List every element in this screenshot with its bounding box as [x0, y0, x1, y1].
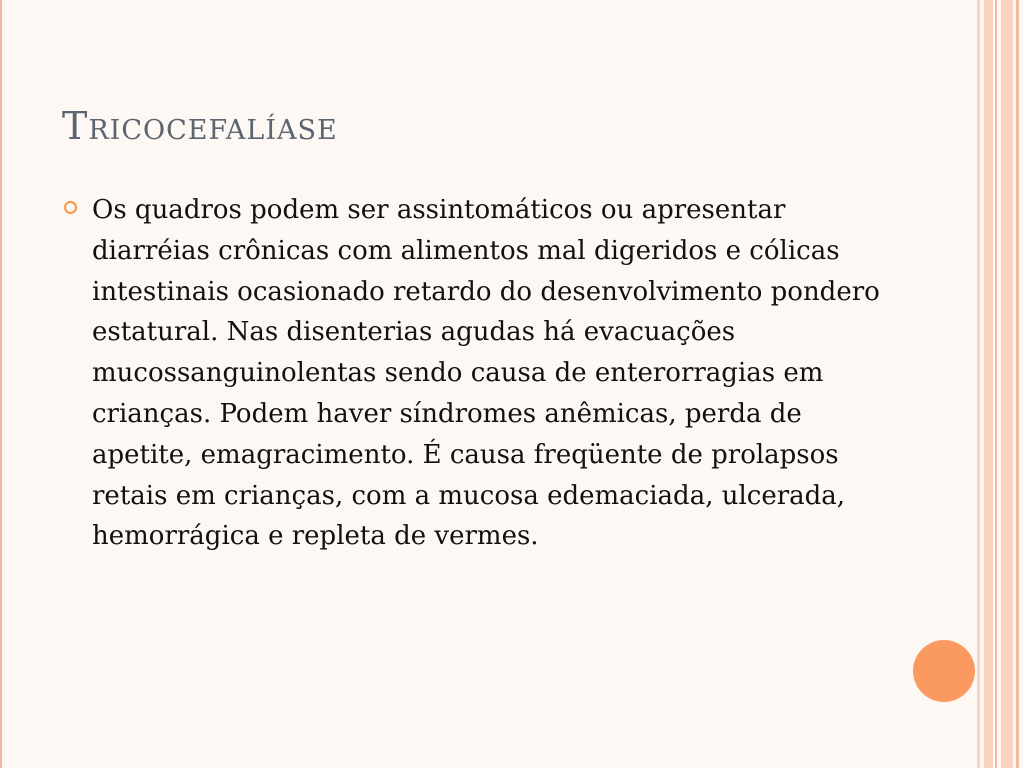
stripe [995, 0, 997, 768]
stripe [984, 0, 993, 768]
decorative-stripes [977, 0, 1024, 768]
hollow-circle-bullet-icon [64, 201, 77, 214]
left-edge-line [0, 0, 2, 768]
bullet-item [62, 190, 892, 557]
bullet-text: Os quadros podem ser assintomáticos ou apresentar diarréias crônicas com alimentos mal digeridos e cólicas intestinais ocasionado retardo do desenvolvimento pondero estatural. Nas disenterias agudas há evacuações mucossanguinolentas sendo causa de enterorragias em crianças. Podem haver síndromes anêmicas, perda de apetite, emagracimento. É causa freqüente de prolapsos retais em crianças, com a mucosa edemaciada, ulcerada, hemorrágica e repleta de vermes. [92, 195, 880, 552]
orange-circle-decoration [913, 640, 975, 702]
stripe [1001, 0, 1013, 768]
slide-title: Tricocefalíase [62, 104, 338, 148]
stripe [1016, 0, 1019, 768]
stripe [977, 0, 980, 768]
